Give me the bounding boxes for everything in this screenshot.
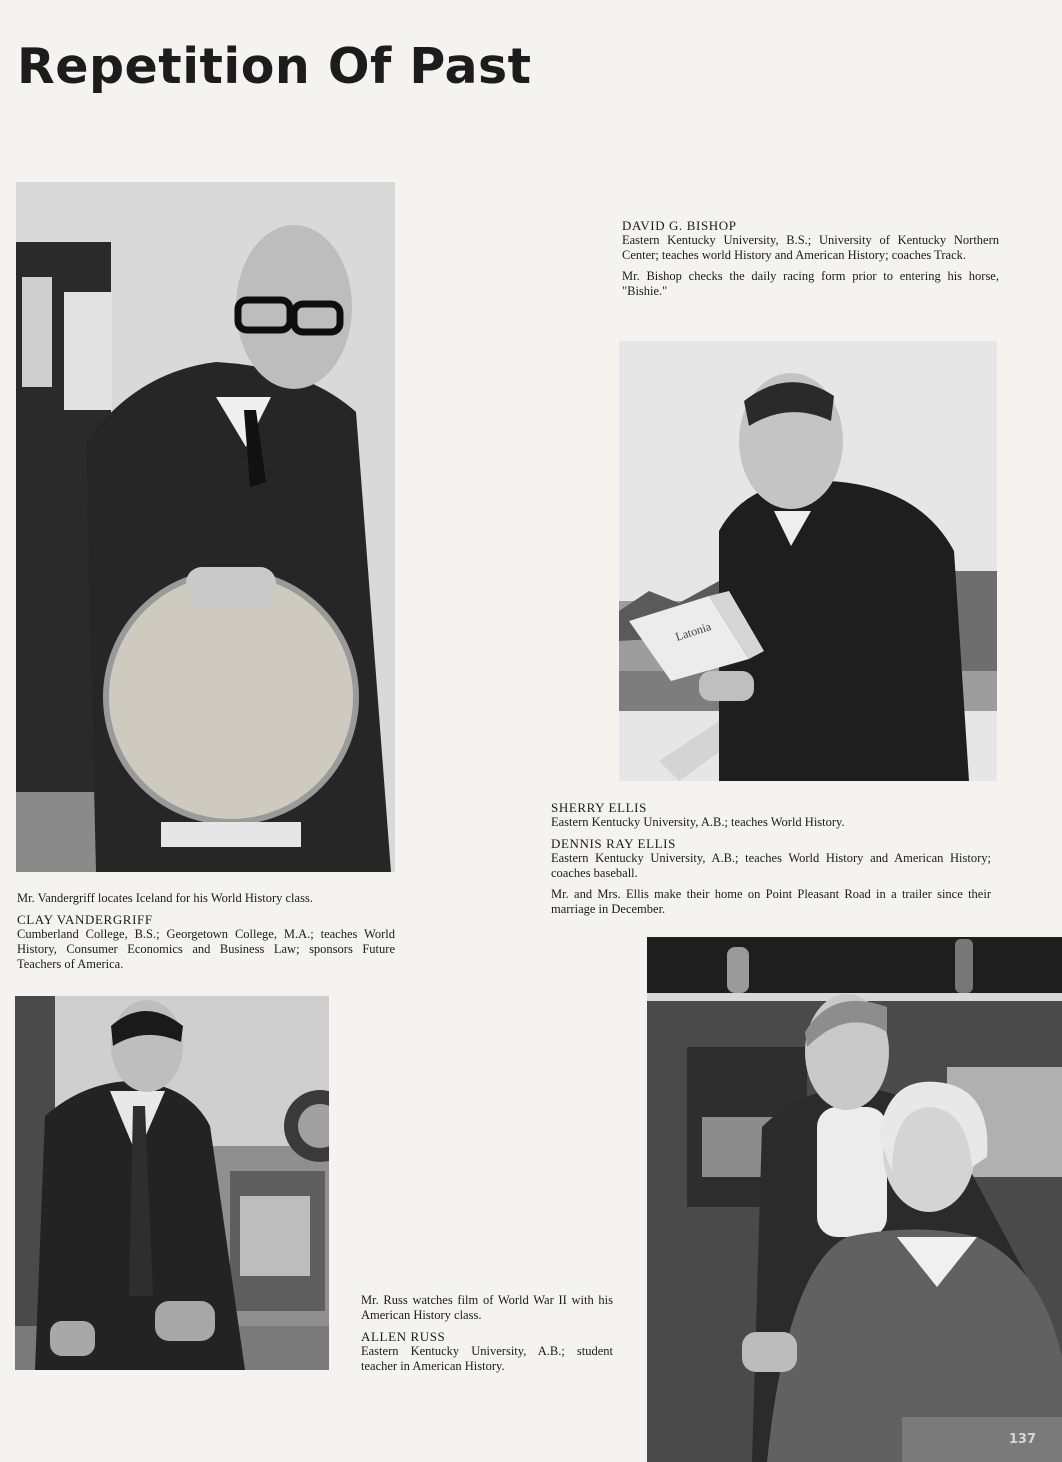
dennis-ellis-name: DENNIS RAY ELLIS — [551, 836, 676, 851]
russ-photo — [15, 996, 329, 1370]
ellis-caption: Mr. and Mrs. Ellis make their home on Point Pleasant Road in a trailer since their marriage in December. — [551, 887, 991, 916]
bishop-name: DAVID G. BISHOP — [622, 218, 737, 233]
bishop-description: Eastern Kentucky University, B.S.; University of Kentucky Northern Center; teaches world History and American History; coaches Track. — [622, 233, 999, 262]
bishop-photo — [619, 341, 997, 781]
russ-caption: Mr. Russ watches film of World War II with his American History class. — [361, 1293, 613, 1322]
vandergriff-photo — [16, 182, 395, 872]
sherry-ellis-name: SHERRY ELLIS — [551, 800, 647, 815]
ellis-photo — [647, 937, 1062, 1462]
book-label: Latonia — [673, 619, 713, 644]
dennis-ellis-description: Eastern Kentucky University, A.B.; teaches World History and American History; coaches baseball. — [551, 851, 991, 880]
russ-name: ALLEN RUSS — [361, 1329, 446, 1344]
russ-description: Eastern Kentucky University, A.B.; student teacher in American History. — [361, 1344, 613, 1373]
sherry-ellis-description: Eastern Kentucky University, A.B.; teaches World History. — [551, 815, 845, 829]
ellis-text-block — [551, 800, 991, 917]
bishop-text-block — [622, 218, 999, 299]
russ-text-block — [361, 1293, 613, 1374]
vandergriff-name: CLAY VANDERGRIFF — [17, 912, 153, 927]
vandergriff-caption: Mr. Vandergriff locates Iceland for his World History class. — [17, 891, 313, 905]
bishop-caption: Mr. Bishop checks the daily racing form prior to entering his horse, "Bishie." — [622, 269, 999, 298]
page-number: 137 — [1008, 1432, 1036, 1447]
page-title: Repetition Of Past — [17, 38, 532, 95]
vandergriff-text-block — [17, 891, 395, 972]
vandergriff-description: Cumberland College, B.S.; Georgetown College, M.A.; teaches World History, Consumer Economics and Business Law; sponsors Future Teachers of America. — [17, 927, 395, 971]
